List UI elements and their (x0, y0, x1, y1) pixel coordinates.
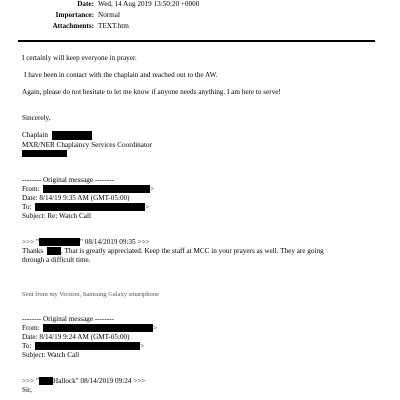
to-label: To: (22, 203, 32, 211)
subject-line: Subject: Re: Watch Call (22, 212, 91, 220)
subject-line: Subject: Watch Call (22, 351, 80, 359)
thanks-message-line2: through a difficult time. (22, 256, 91, 264)
quote-header-suffix: " 08/14/2019 09:35 >>> (80, 238, 150, 246)
sincerely-text: Sincerely, (22, 114, 51, 122)
original-message-divider: -------- Original message -------- (22, 315, 114, 323)
from-suffix: > (150, 185, 155, 193)
attachments-value: TEXT.htm (98, 22, 129, 30)
salutation-text: Sir, (22, 386, 32, 394)
redaction-block (35, 203, 145, 211)
from-suffix: > (153, 324, 158, 332)
date-label: Date: (77, 0, 94, 8)
redaction-block (47, 247, 61, 255)
redaction-block (22, 150, 67, 157)
redaction-block (39, 377, 53, 385)
quote-header-prefix: >>> " (22, 238, 39, 246)
from-label: From: (22, 324, 40, 332)
body-line-contact: I have been in contact with the chaplain and reached out to the AW. (24, 71, 218, 79)
sent-from-signature: Sent from my Verizon, Samsung Galaxy smartphone (22, 291, 159, 298)
signature-title: MXR/NER Chaplaincy Services Coordinator (22, 141, 152, 149)
importance-label: Importance: (55, 11, 94, 19)
body-line-prayer: I certainly will keep everyone in prayer. (22, 54, 137, 62)
redaction-block (43, 324, 153, 332)
to-label: To: (22, 342, 32, 350)
to-suffix: > (140, 342, 145, 350)
redaction-block (43, 185, 150, 193)
redaction-block (39, 238, 80, 246)
header-divider-rule (18, 40, 375, 42)
body-line-serve: Again, please do not hesitate to let me know if anyone needs anything. I am here to serve! (22, 88, 281, 96)
signature-name-prefix: Chaplain (22, 131, 48, 139)
importance-value: Normal (98, 11, 120, 19)
date-line: Date: 8/14/19 9:35 AM (GMT-05:00) (22, 194, 130, 202)
thanks-word: Thanks (22, 247, 44, 255)
date-value: Wed, 14 Aug 2019 13:50:20 +0000 (98, 0, 200, 8)
redaction-block (52, 131, 92, 140)
date-line: Date: 8/14/19 9:24 AM (GMT-05:00) (22, 333, 130, 341)
redaction-block (35, 342, 140, 350)
quote-header-prefix: >>> " (22, 377, 39, 385)
from-label: From: (22, 185, 40, 193)
quote-header-name: Hallock" 08/14/2019 09:24 >>> (53, 377, 146, 385)
thanks-message: . That is greatly appreciated. Keep the staff at MCC in your prayers as well. They are going (61, 247, 324, 255)
attachments-label: Attachments: (52, 22, 94, 30)
original-message-divider: -------- Original message -------- (22, 176, 114, 184)
to-suffix: > (145, 203, 150, 211)
